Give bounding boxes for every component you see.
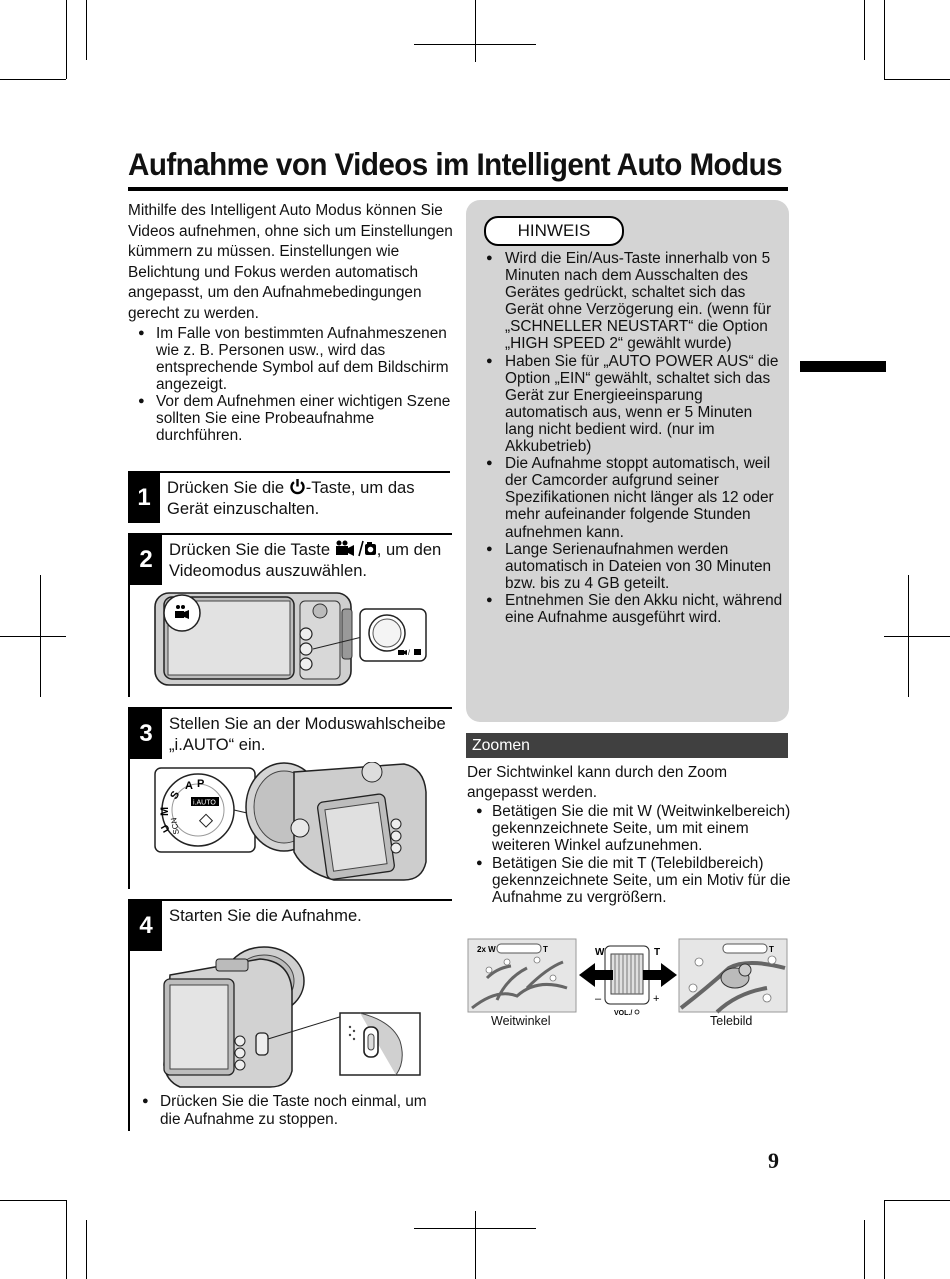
page-title: Aufnahme von Videos im Intelligent Auto Modus [128,146,783,182]
svg-text:M: M [159,806,171,816]
svg-text:+: + [653,993,660,1005]
step4-note [135,1093,435,1128]
step-2 [128,533,452,697]
svg-text:S: S [168,789,183,802]
zoom-section [467,763,792,906]
step-number: 2 [130,535,162,585]
svg-text:2x W: 2x W [477,945,496,954]
video-photo-icon [335,540,377,557]
intro-paragraph: Mithilfe des Intelligent Auto Modus können Sie Videos aufnehmen, ohne sich um Einstellungen kümmern zu müssen. Einstellungen wie Belichtung und Fokus werden automatisch angepasst, um den Aufnahmebedingungen gerecht zu werden. [128,202,453,322]
hinweis-box [466,200,789,722]
list-item: ● Betätigen Sie die mit W (Weitwinkelbereich) gekennzeichnete Seite, um mit einem weiteren Winkel aufzunehmen. [467,803,792,855]
step-3 [128,707,452,889]
list-item: ● Entnehmen Sie den Akku nicht, während eine Aufnahme ausgeführt wird. [484,592,784,626]
svg-text:T: T [543,945,548,954]
step-number: 4 [130,901,162,951]
step-text: Drücken Sie die Taste , um den Videomodus auszuwählen. [169,540,442,580]
camera-back-illustration [150,589,430,691]
svg-text:T: T [769,945,774,954]
step-number: 1 [128,473,160,523]
caption-telebild: Telebild [710,1014,753,1028]
svg-text:W: W [595,947,605,958]
intro-section [128,201,458,444]
list-item: ● Lange Serienaufnahmen werden automatisch in Dateien von 30 Minuten bzw. bis zu 4 GB geteilt. [484,541,784,592]
svg-text:T: T [654,947,661,958]
section-tab-marker [800,361,886,372]
step-text: Drücken Sie die -Taste, um das Gerät einzuschalten. [167,478,415,518]
list-item: ● Die Aufnahme stoppt automatisch, weil der Camcorder aufgrund seiner Spezifikationen nicht länger als 12 oder mehr aufeinander folgende Stunden aufnehmen kann. [484,455,784,540]
svg-text:/: / [408,650,410,657]
zoom-figure [467,938,789,1016]
svg-text:VOL./: VOL./ [614,1010,633,1016]
zoom-paragraph: Der Sichtwinkel kann durch den Zoom angepasst werden. [467,764,728,801]
step-text: Starten Sie die Aufnahme. [169,906,362,925]
hinweis-label: HINWEIS [484,216,624,246]
svg-text:U: U [159,822,173,834]
list-item: ● Betätigen Sie die mit T (Telebildbereich) gekennzeichnete Seite, um ein Motiv für die Aufnahme zu vergrößern. [467,855,792,907]
page-number: 9 [768,1148,779,1173]
hinweis-bullets [484,250,784,626]
svg-text:A: A [185,780,193,792]
list-item: ● Drücken Sie die Taste noch einmal, um die Aufnahme zu stoppen. [135,1093,435,1128]
svg-text:–: – [595,993,602,1005]
svg-text:SCN: SCN [169,817,181,836]
record-button-illustration [160,941,422,1091]
intro-bullets [131,325,458,444]
step-number: 3 [130,709,162,759]
list-item: ● Vor dem Aufnehmen einer wichtigen Szene sollten Sie eine Probeaufnahme durchführen. [131,393,458,444]
svg-text:i.AUTO: i.AUTO [193,799,216,807]
power-icon [289,478,306,495]
list-item: ● Wird die Ein/Aus-Taste innerhalb von 5 Minuten nach dem Ausschalten des Gerätes gedrückt, schaltet sich das Gerät ohne Verzögerung ein. (wenn für „SCHNELLER NEUSTART“ die Option „HIGH SPEED 2“ gewählt wurde) [484,250,784,353]
step-1 [128,471,450,523]
zoom-heading: Zoomen [466,733,788,758]
zoom-bullets [467,803,792,906]
svg-text:P: P [197,778,205,790]
title-rule [128,187,788,191]
step-4 [128,899,452,1131]
mode-dial-illustration [154,762,444,884]
step-text: Stellen Sie an der Moduswahlscheibe „i.AUTO“ ein. [169,714,446,754]
list-item: ● Haben Sie für „AUTO POWER AUS“ die Option „EIN“ gewählt, schaltet sich das Gerät zur Energieeinsparung automatisch aus, wenn er 5 Minuten lang nicht bedient wird. (nur im Akkubetrieb) [484,353,784,456]
list-item: ● Im Falle von bestimmten Aufnahmeszenen wie z. B. Personen usw., wird das entsprechende Symbol auf dem Bildschirm angezeigt. [131,325,458,393]
caption-weitwinkel: Weitwinkel [491,1014,551,1028]
